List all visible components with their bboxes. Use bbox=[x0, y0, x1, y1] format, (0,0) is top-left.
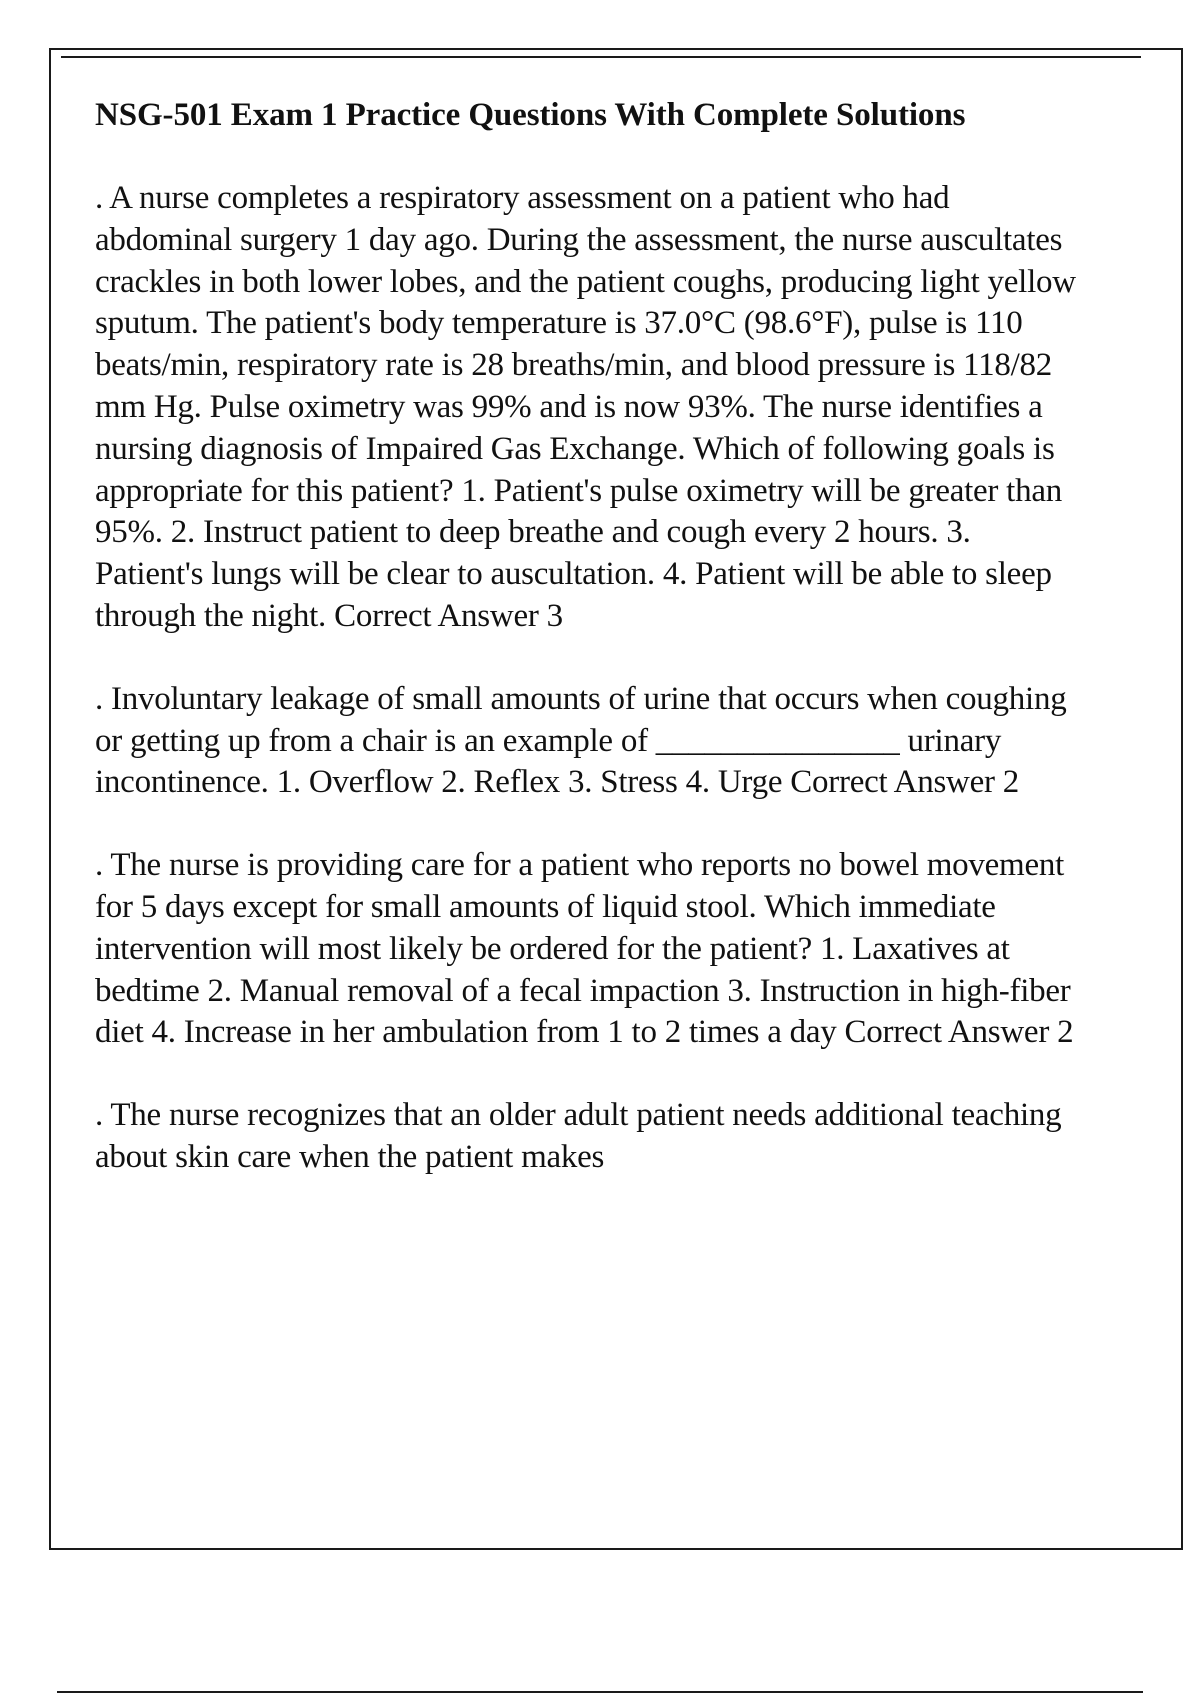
question-text: . A nurse completes a respiratory assessment on a patient who had abdominal surgery 1 day ago. During the assessment, the nurse auscultates crackles in both lower lobes, and the patient coughs, producing light yellow sputum. The patient's body temperature is 37.0°C (98.6°F), pulse is 110 beats/min, respiratory rate is 28 breaths/min, and blood pressure is 118/82 mm Hg. Pulse oximetry was 99% and is now 93%. The nurse identifies a nursing diagnosis of Impaired Gas Exchange. Which of following goals is appropriate for this patient? 1. Patient's pulse oximetry will be greater than 95%. 2. Instruct patient to deep breathe and cough every 2 hours. 3. Patient's lungs will be clear to auscultation. 4. Patient will be able to sleep through the night. bbox=[95, 180, 1076, 634]
answer-label: Correct Answer bbox=[790, 764, 995, 801]
top-rule bbox=[61, 56, 1141, 58]
question-text: . Involuntary leakage of small amounts of urine that occurs when coughing or getting up from a chair is an example of _______________ urinary incontinence. 1. Overflow 2. Reflex 3. Stress 4. Urge bbox=[95, 680, 1067, 801]
answer-value: 3 bbox=[546, 597, 563, 634]
answer-label: Correct Answer bbox=[844, 1014, 1050, 1051]
question-text: . The nurse is providing care for a patient who reports no bowel movement for 5 days except for small amounts of liquid stool. Which immediate intervention will most likely be ordered for the patient? 1. Laxatives at bedtime 2. Manual removal of a fecal impaction 3. Instruction in high-fiber diet 4. Increase in her ambulation from 1 to 2 times a day bbox=[95, 847, 1071, 1051]
question-4 bbox=[95, 1095, 1085, 1179]
answer-value: 2 bbox=[1057, 1014, 1074, 1051]
document-body bbox=[95, 95, 1085, 1220]
answer-value: 2 bbox=[1002, 764, 1020, 801]
question-1 bbox=[95, 178, 1085, 638]
question-text: . The nurse recognizes that an older adult patient needs additional teaching about skin care when the patient makes bbox=[95, 1097, 1062, 1175]
question-2 bbox=[95, 679, 1085, 804]
bottom-rule bbox=[57, 1691, 1143, 1693]
document-title: NSG-501 Exam 1 Practice Questions With Complete Solutions bbox=[95, 97, 966, 133]
answer-label: Correct Answer bbox=[334, 597, 539, 634]
question-3 bbox=[95, 845, 1085, 1054]
